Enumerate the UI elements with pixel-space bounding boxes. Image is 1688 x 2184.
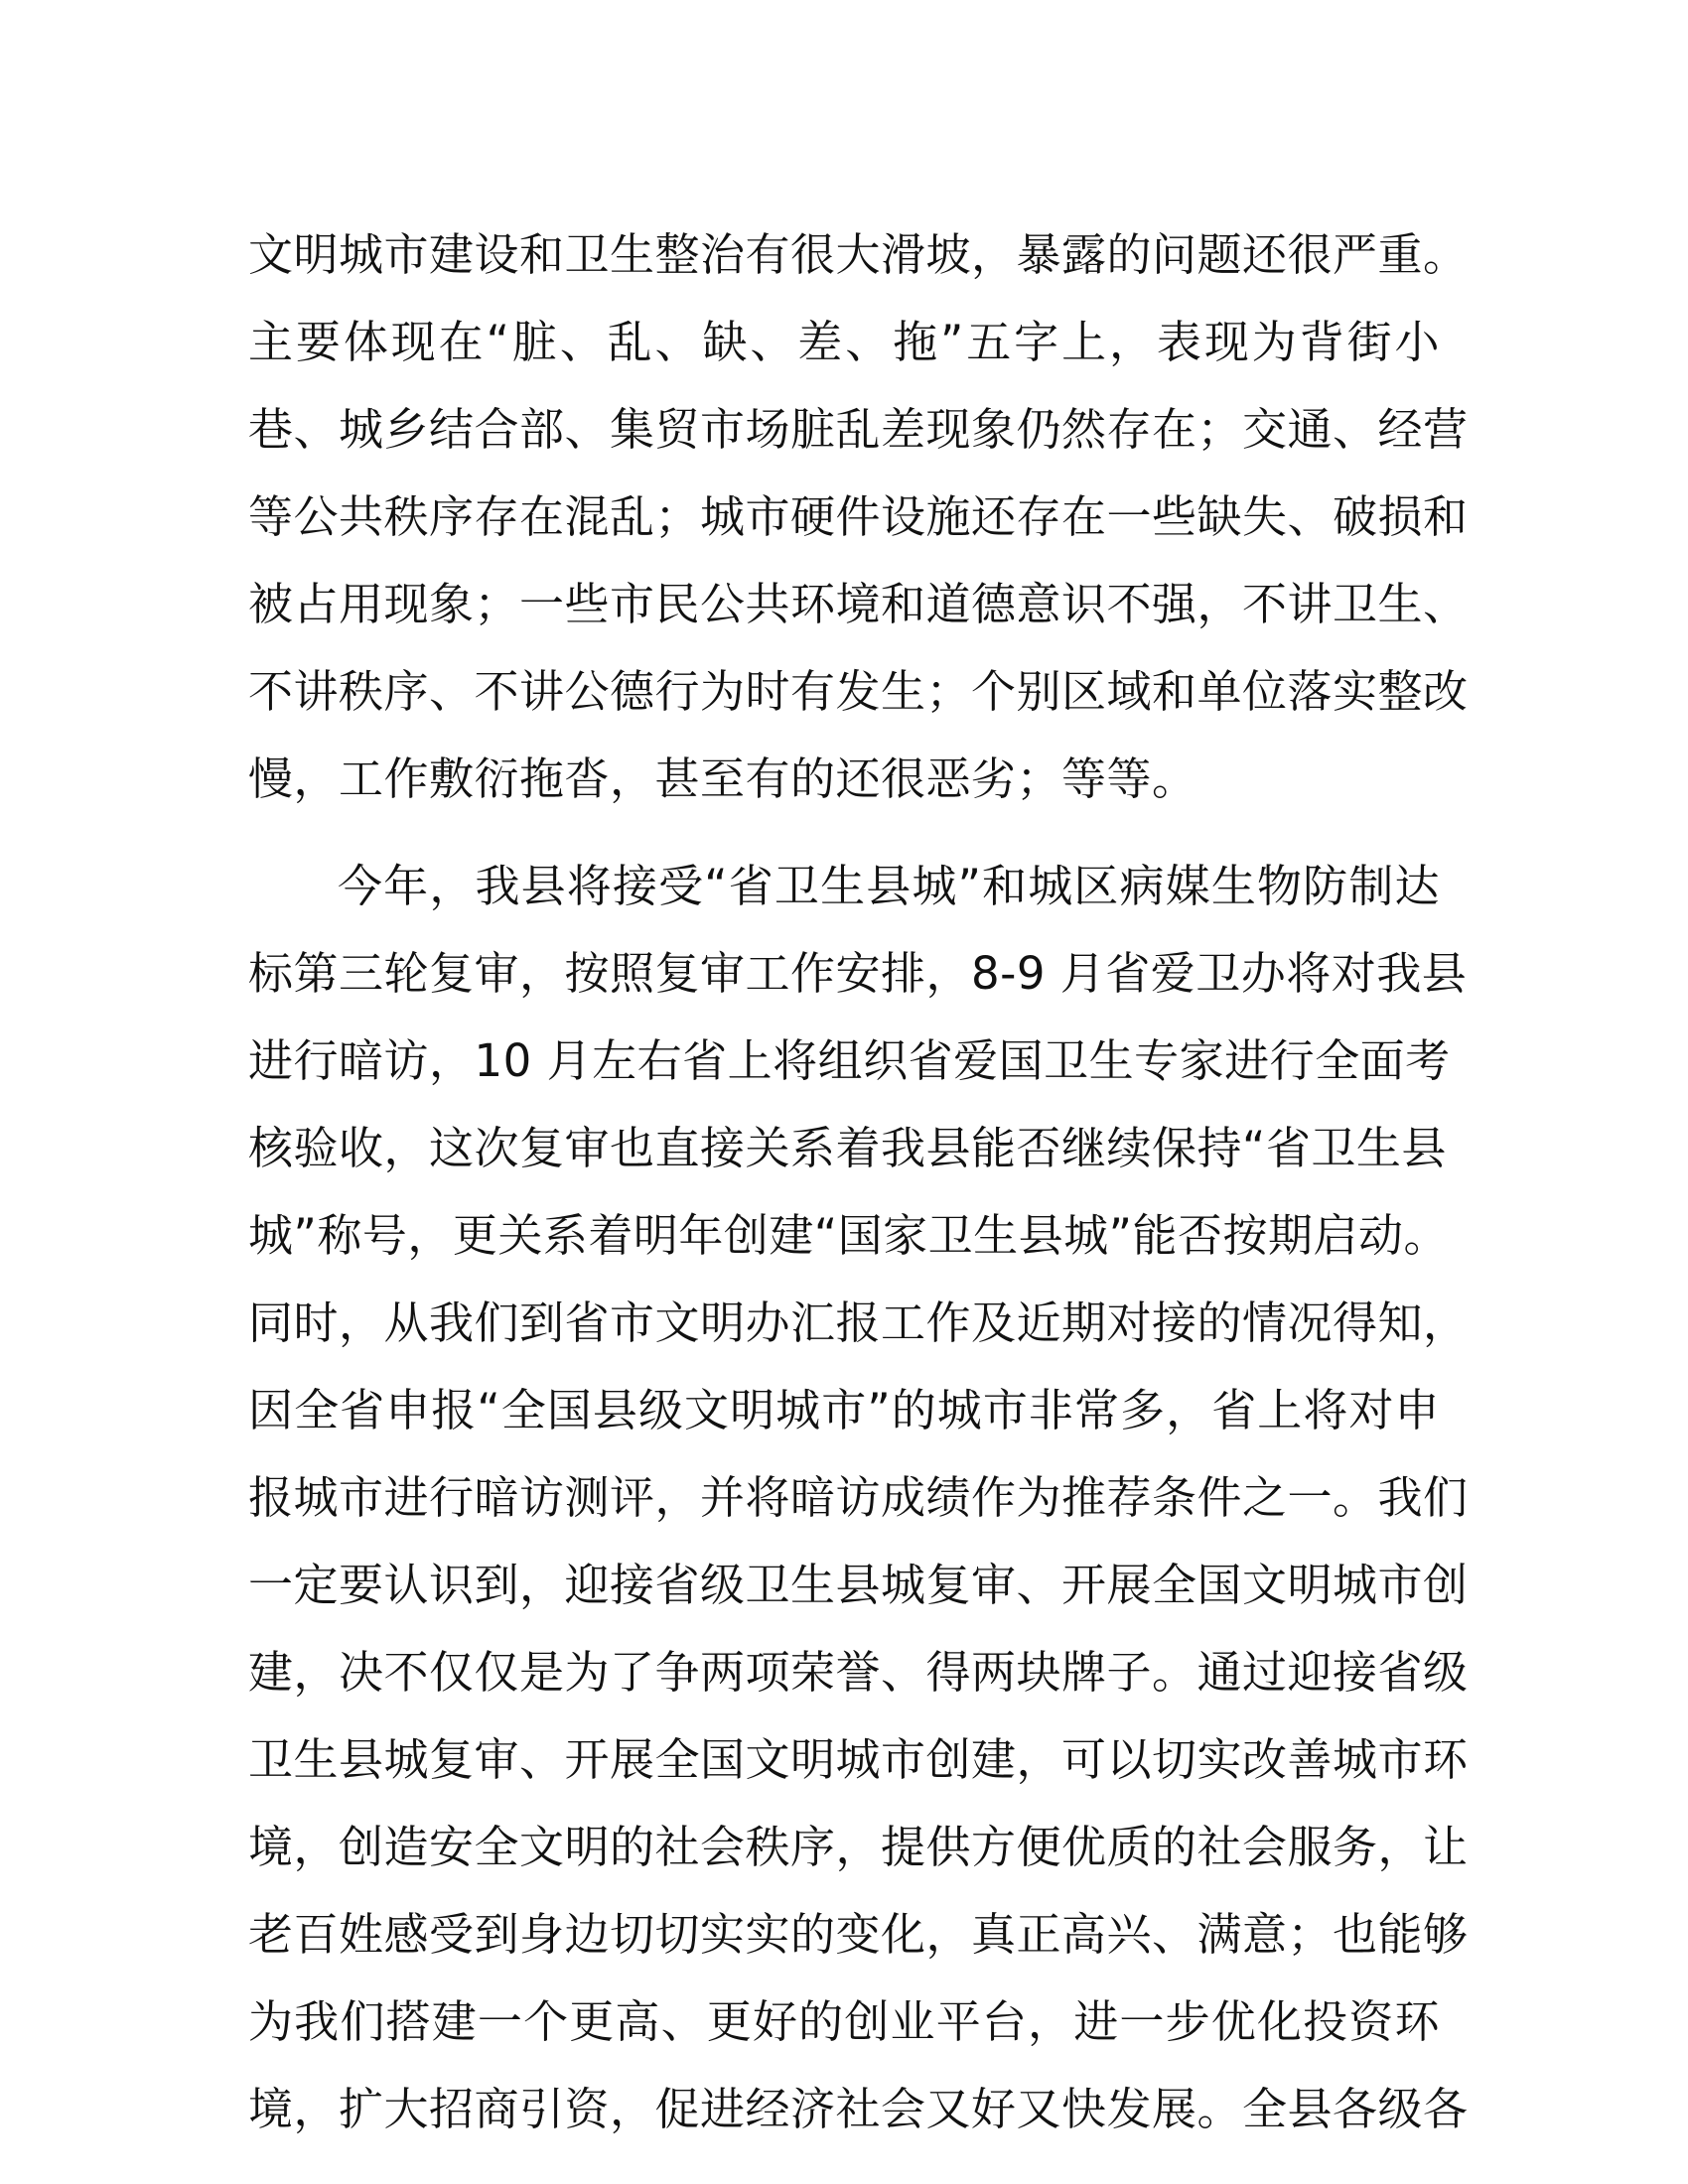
text-line: 文明城市建设和卫生整治有很大滑坡，暴露的问题还很严重。	[248, 228, 1469, 281]
text-line: 老百姓感受到身边切切实实的变化，真正高兴、满意；也能够	[248, 1908, 1469, 1961]
paragraph-spacing	[248, 823, 1440, 843]
text-line: 城”称号，更关系着明年创建“国家卫生县城”能否按期启动。	[248, 1209, 1449, 1262]
text-line: 境，扩大招商引资，促进经济社会又好又快发展。全县各级各	[248, 2083, 1469, 2135]
text-line: 境，创造安全文明的社会秩序，提供方便优质的社会服务，让	[248, 1821, 1469, 1873]
text-line: 为我们搭建一个更高、更好的创业平台，进一步优化投资环	[248, 1995, 1440, 2048]
text-line: 进行暗访，10 月左右省上将组织省爱国卫生专家进行全面考	[248, 1034, 1451, 1087]
text-line: 巷、城乡结合部、集贸市场脏乱差现象仍然存在；交通、经营	[248, 403, 1469, 456]
text-line: 因全省申报“全国县级文明城市”的城市非常多，省上将对申	[248, 1384, 1440, 1436]
text-line: 一定要认识到，迎接省级卫生县城复审、开展全国文明城市创	[248, 1559, 1469, 1611]
text-line: 被占用现象；一些市民公共环境和道德意识不强，不讲卫生、	[248, 578, 1469, 630]
text-line-indented: 今年，我县将接受“省卫生县城”和城区病媒生物防制达	[338, 860, 1440, 912]
text-line: 标第三轮复审，按照复审工作安排，8-9 月省爱卫办将对我县	[248, 947, 1468, 1000]
body-text	[248, 211, 1469, 2153]
text-line: 主要体现在“脏、乱、缺、差、拖”五字上，表现为背街小	[248, 316, 1440, 368]
text-line: 不讲秩序、不讲公德行为时有发生；个别区域和单位落实整改	[248, 665, 1469, 718]
text-line: 慢，工作敷衍拖沓，甚至有的还很恶劣；等等。	[248, 752, 1197, 805]
text-line: 等公共秩序存在混乱；城市硬件设施还存在一些缺失、破损和	[248, 490, 1469, 543]
text-line: 核验收，这次复审也直接关系着我县能否继续保持“省卫生县	[248, 1122, 1447, 1174]
text-line: 建，决不仅仅是为了争两项荣誉、得两块牌子。通过迎接省级	[248, 1646, 1469, 1699]
text-line: 同时，从我们到省市文明办汇报工作及近期对接的情况得知，	[248, 1297, 1469, 1349]
text-line: 报城市进行暗访测评，并将暗访成绩作为推荐条件之一。我们	[248, 1471, 1469, 1524]
paragraph-2	[248, 843, 1469, 2153]
text-line: 卫生县城复审、开展全国文明城市创建，可以切实改善城市环	[248, 1733, 1469, 1786]
paragraph-1	[248, 211, 1469, 823]
